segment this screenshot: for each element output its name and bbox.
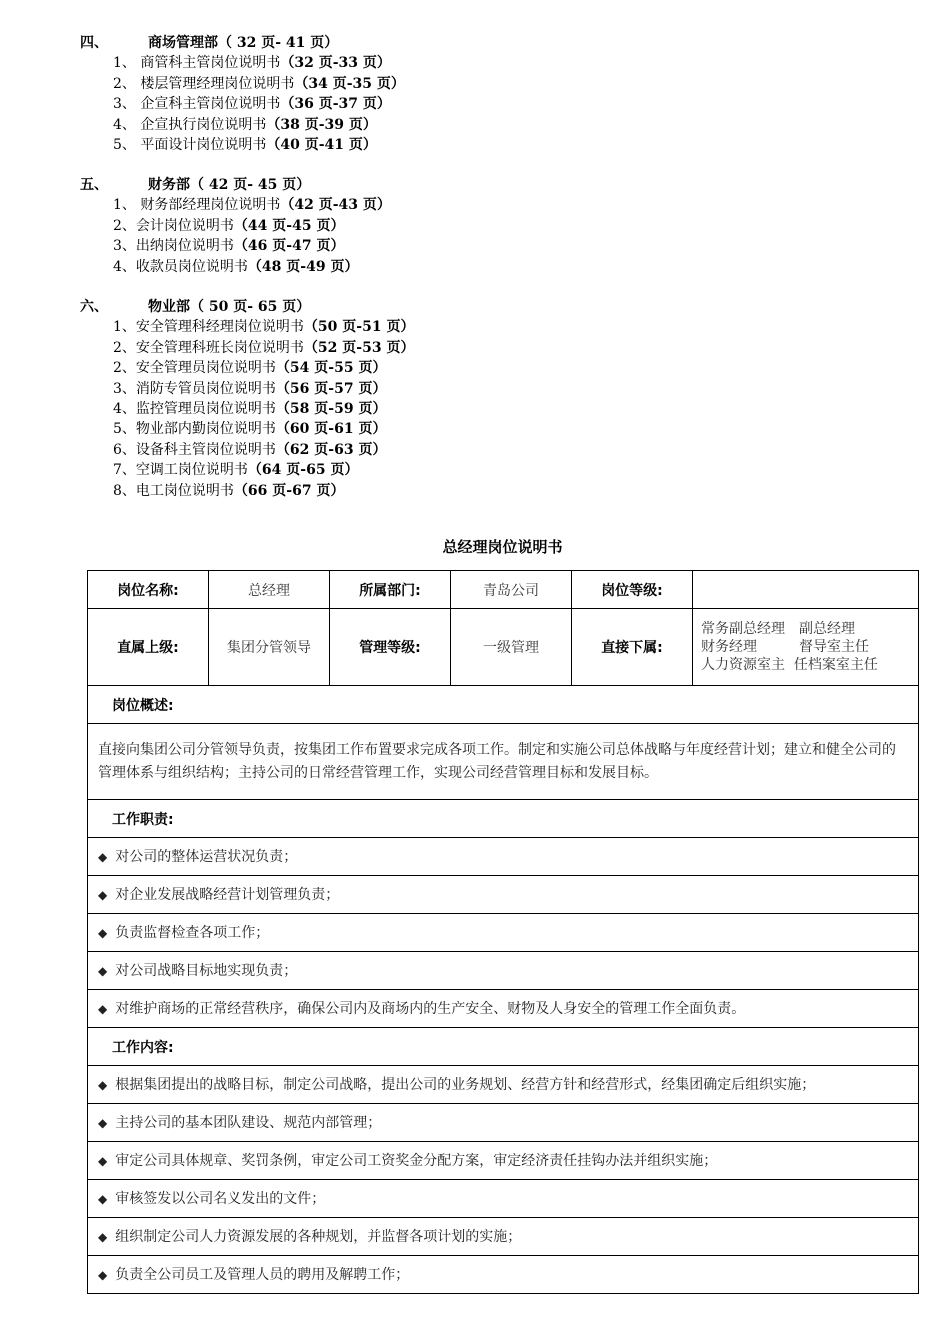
toc-section-mall: [80, 33, 405, 155]
position-name-value: 总经理: [209, 571, 330, 609]
content-item: ◆ 组织制定公司人力资源发展的各种规划，并监督各项计划的实施；: [88, 1218, 919, 1256]
content-item: ◆ 审核签发以公司名义发出的文件；: [88, 1180, 919, 1218]
content-item: ◆ 负责全公司员工及管理人员的聘用及解聘工作；: [88, 1256, 919, 1294]
toc-item[interactable]: 4、 企宣执行岗位说明书（38 页-39 页）: [113, 116, 377, 133]
diamond-bullet-icon: ◆: [98, 1229, 108, 1244]
toc-item[interactable]: 4、收款员岗位说明书（48 页-49 页）: [113, 258, 359, 275]
toc-item[interactable]: 8、电工岗位说明书（66 页-67 页）: [113, 482, 345, 499]
subordinates-value: 常务副总经理 副总经理 财务经理 督导室主任 人力资源室主 任档案室主任: [693, 609, 919, 686]
toc-item[interactable]: 1、安全管理科经理岗位说明书（50 页-51 页）: [113, 319, 415, 336]
toc-item[interactable]: 3、消防专管员岗位说明书（56 页-57 页）: [113, 380, 387, 397]
diamond-bullet-icon: ◆: [98, 963, 108, 978]
position-name-label: 岗位名称:: [88, 571, 209, 609]
toc-section-heading: 六、 物业部（ 50 页- 65 页）: [80, 299, 311, 315]
management-level-label: 管理等级:: [330, 609, 451, 686]
toc-item[interactable]: 1、 商管科主管岗位说明书（32 页-33 页）: [113, 55, 391, 72]
content-item: ◆ 审定公司具体规章、奖罚条例，审定公司工资奖金分配方案，审定经济责任挂钩办法并组织实施；: [88, 1142, 919, 1180]
diamond-bullet-icon: ◆: [98, 1115, 108, 1130]
diamond-bullet-icon: ◆: [98, 925, 108, 940]
superior-value: 集团分管领导: [209, 609, 330, 686]
toc-section-property: [80, 297, 414, 501]
duty-item: ◆ 对公司的整体运营状况负责；: [88, 838, 919, 876]
content-item: ◆ 根据集团提出的战略目标，制定公司战略，提出公司的业务规划、经营方针和经营形式，经集团确定后组织实施；: [88, 1066, 919, 1104]
toc-item[interactable]: 6、设备科主管岗位说明书（62 页-63 页）: [113, 441, 387, 458]
duty-item: ◆ 对企业发展战略经营计划管理负责；: [88, 876, 919, 914]
diamond-bullet-icon: ◆: [98, 1001, 108, 1016]
diamond-bullet-icon: ◆: [98, 1077, 108, 1092]
toc-item[interactable]: 4、监控管理员岗位说明书（58 页-59 页）: [113, 401, 387, 418]
toc-item[interactable]: 5、 平面设计岗位说明书（40 页-41 页）: [113, 137, 377, 154]
superior-label: 直属上级:: [88, 609, 209, 686]
info-row-2: [88, 609, 919, 686]
toc-item[interactable]: 3、 企宣科主管岗位说明书（36 页-37 页）: [113, 96, 391, 113]
grade-label: 岗位等级:: [572, 571, 693, 609]
toc-item[interactable]: 5、物业部内勤岗位说明书（60 页-61 页）: [113, 421, 387, 438]
job-description-table: [87, 570, 919, 1294]
toc-item[interactable]: 2、安全管理员岗位说明书（54 页-55 页）: [113, 360, 387, 377]
overview-heading: 岗位概述:: [88, 686, 919, 724]
management-level-value: 一级管理: [451, 609, 572, 686]
duties-heading: 工作职责:: [88, 800, 919, 838]
duty-item: ◆ 负责监督检查各项工作；: [88, 914, 919, 952]
diamond-bullet-icon: ◆: [98, 1153, 108, 1168]
diamond-bullet-icon: ◆: [98, 1267, 108, 1282]
document-title: 总经理岗位说明书: [442, 538, 563, 556]
diamond-bullet-icon: ◆: [98, 887, 108, 902]
department-value: 青岛公司: [451, 571, 572, 609]
diamond-bullet-icon: ◆: [98, 1191, 108, 1206]
duty-item: ◆ 对维护商场的正常经营秩序，确保公司内及商场内的生产安全、财物及人身安全的管理工作全面负责。: [88, 990, 919, 1028]
toc-item[interactable]: 2、安全管理科班长岗位说明书（52 页-53 页）: [113, 339, 415, 356]
info-row-1: [88, 571, 919, 609]
content-item: ◆ 主持公司的基本团队建设、规范内部管理；: [88, 1104, 919, 1142]
content-heading: 工作内容:: [88, 1028, 919, 1066]
duty-item: ◆ 对公司战略目标地实现负责；: [88, 952, 919, 990]
overview-text: 直接向集团公司分管领导负责，按集团工作布置要求完成各项工作。制定和实施公司总体战略与年度经营计划；建立和健全公司的管理体系与组织结构；主持公司的日常经营管理工作，实现公司经营管理目标和发展目标。: [88, 724, 919, 800]
toc-section-heading: 四、 商场管理部（ 32 页- 41 页）: [80, 35, 339, 51]
toc-item[interactable]: 2、会计岗位说明书（44 页-45 页）: [113, 217, 345, 234]
toc-item[interactable]: 1、 财务部经理岗位说明书（42 页-43 页）: [113, 197, 391, 214]
subordinates-label: 直接下属:: [572, 609, 693, 686]
diamond-bullet-icon: ◆: [98, 849, 108, 864]
grade-value: [693, 571, 919, 609]
toc-section-finance: [80, 175, 391, 277]
department-label: 所属部门:: [330, 571, 451, 609]
toc-item[interactable]: 2、 楼层管理经理岗位说明书（34 页-35 页）: [113, 75, 405, 92]
toc-item[interactable]: 7、空调工岗位说明书（64 页-65 页）: [113, 462, 359, 479]
toc-section-heading: 五、 财务部（ 42 页- 45 页）: [80, 177, 311, 193]
toc-item[interactable]: 3、出纳岗位说明书（46 页-47 页）: [113, 238, 345, 255]
